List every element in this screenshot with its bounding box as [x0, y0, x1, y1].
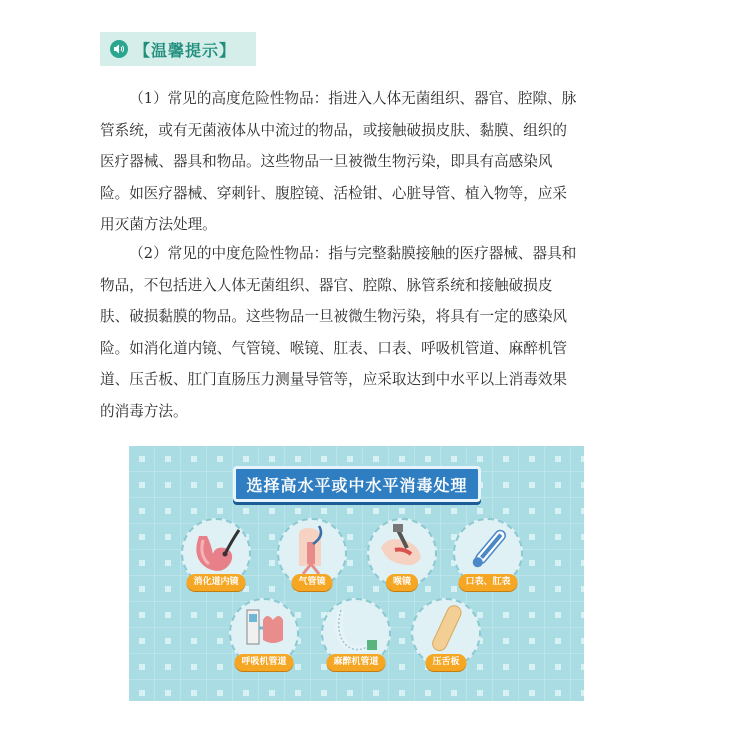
disinfection-figure — [129, 446, 584, 701]
figure-item-bronchoscope — [277, 518, 347, 588]
figure-item-tongue-depressor — [411, 598, 481, 668]
figure-item-laryngoscope — [367, 518, 437, 588]
figure-item-gi-endoscope — [181, 518, 251, 588]
figure-title: 选择高水平或中水平消毒处理 — [246, 475, 468, 495]
paragraph-line: （1）常见的高度危险性物品：指进入人体无菌组织、器官、腔隙、脉 — [129, 90, 577, 107]
tip-title: 【温馨提示】 — [134, 40, 237, 60]
figure-item-thermometer — [453, 518, 523, 588]
paragraph-line: 险。如医疗器械、穿刺针、腹腔镜、活检钳、心脏导管、植入物等，应采 — [100, 184, 568, 202]
paragraph-line: 肤、破损黏膜的物品。这些物品一旦被微生物污染，将具有一定的感染风 — [100, 308, 568, 325]
tip-header — [100, 32, 256, 66]
paragraph-line: 险。如消化道内镜、气管镜、喉镜、肛表、口表、呼吸机管道、麻醉机管 — [100, 339, 568, 357]
figure-item-label: 消化道内镜 — [186, 574, 245, 591]
figure-item-label: 气管镜 — [291, 574, 332, 591]
paragraph-line: 用灭菌方法处理。 — [100, 216, 217, 233]
paragraph-line: 医疗器械、器具和物品。这些物品一旦被微生物污染，即具有高感染风 — [100, 153, 553, 170]
figure-item-label: 压舌板 — [425, 654, 466, 671]
figure-item-ventilator — [229, 598, 299, 668]
paragraph-line: 管系统，或有无菌液体从中流过的物品，或接触破损皮肤、黏膜、组织的 — [100, 121, 568, 139]
paragraph-high-risk — [100, 83, 632, 241]
paragraph-line: 物品，不包括进入人体无菌组织、器官、腔隙、脉管系统和接触破损皮 — [100, 276, 553, 294]
figure-item-label: 喉镜 — [386, 574, 418, 591]
figure-item-anesthesia-tube — [321, 598, 391, 668]
figure-title-banner — [233, 466, 481, 502]
speaker-icon — [110, 40, 128, 58]
figure-item-label: 呼吸机管道 — [234, 654, 293, 671]
figure-item-label: 麻醉机管道 — [326, 654, 385, 671]
paragraph-line: （2）常见的中度危险性物品：指与完整黏膜接触的医疗器械、器具和 — [129, 245, 577, 262]
figure-item-label: 口表、肛表 — [458, 574, 517, 591]
paragraph-line: 的消毒方法。 — [100, 402, 188, 420]
paragraph-medium-risk — [100, 238, 632, 427]
paragraph-line: 道、压舌板、肛门直肠压力测量导管等，应采取达到中水平以上消毒效果 — [100, 371, 568, 388]
